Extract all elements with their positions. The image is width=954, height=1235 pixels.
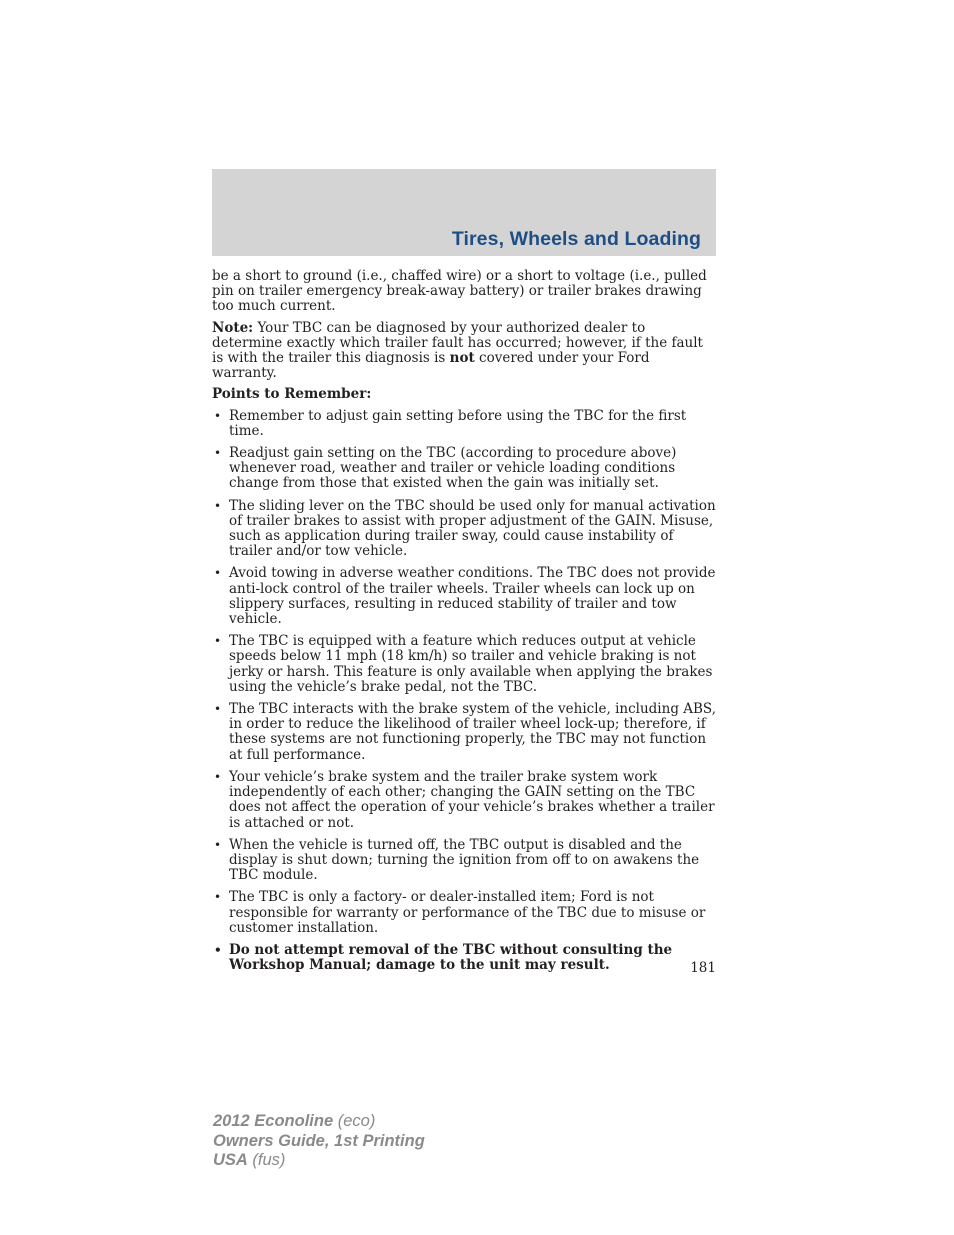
page-body: [212, 269, 716, 980]
footer-guide-line: Owners Guide, 1st Printing: [213, 1131, 425, 1150]
list-item: • The sliding lever on the TBC should be used only for manual activation of trailer brakes to assist with proper adjustment of the GAIN. Misuse, such as application during trailer sway, could cause instability of trailer and/or tow vehicle.: [214, 497, 716, 560]
points-list: [212, 409, 716, 974]
footer-region-line: USA (fus): [213, 1151, 286, 1169]
list-item: • Readjust gain setting on the TBC (according to procedure above) whenever road, weather and trailer or vehicle loading conditions change from those that existed when the gain was initially set.: [214, 445, 677, 492]
intro-paragraph: be a short to ground (i.e., chaffed wire) or a short to voltage (i.e., pulled pin on trailer emergency break-away battery) or trailer brakes drawing too much current.: [212, 268, 707, 315]
document-footer: [213, 1112, 425, 1171]
footer-model-line: 2012 Econoline (eco): [213, 1112, 376, 1130]
note-text-before: Your TBC can be diagnosed by your authorized dealer to determine exactly which trailer fault has occurred; however, if the fault is with the trailer this diagnosis is: [212, 319, 703, 367]
list-item: • Your vehicle’s brake system and the trailer brake system work independently of each other; changing the GAIN setting on the TBC does not affect the operation of your vehicle’s brakes whether a trailer is attached or not.: [214, 768, 715, 831]
bullet-icon: •: [214, 702, 222, 717]
list-item: • Remember to adjust gain setting before using the TBC for the first time.: [214, 407, 687, 439]
note-paragraph: [212, 321, 716, 382]
note-label: Note:: [212, 319, 254, 336]
section-title: Tires, Wheels and Loading: [451, 228, 701, 250]
bullet-icon: •: [214, 837, 222, 852]
bullet-icon: •: [214, 446, 222, 461]
list-item: • Avoid towing in adverse weather conditions. The TBC does not provide anti-lock control of the trailer wheels. Trailer wheels can lock up on slippery surfaces, resulting in reduced stability of trailer and tow vehicle.: [214, 565, 716, 628]
bullet-icon: •: [214, 942, 222, 957]
list-item: • The TBC interacts with the brake system of the vehicle, including ABS, in order to reduce the likelihood of trailer wheel lock-up; therefore, if these systems are not functioning properly, the TBC may not function at full performance.: [214, 701, 716, 763]
note-emphasis: not: [449, 350, 475, 367]
note-text-after: covered under your Ford warranty.: [212, 350, 650, 382]
bullet-icon: •: [214, 769, 222, 784]
bullet-icon: •: [214, 634, 222, 649]
list-item: • The TBC is only a factory- or dealer-installed item; Ford is not responsible for warranty or performance of the TBC due to misuse or customer installation.: [214, 889, 706, 936]
points-heading: Points to Remember:: [212, 386, 372, 403]
bullet-icon: •: [214, 566, 222, 581]
section-header-band: [212, 169, 716, 256]
list-item: • The TBC is equipped with a feature which reduces output at vehicle speeds below 11 mph (18 km/h) so trailer and vehicle braking is not jerky or harsh. This feature is only available when applying the brakes using the vehicle’s brake pedal, not the TBC.: [214, 633, 713, 695]
bullet-icon: •: [214, 498, 222, 513]
list-item: • When the vehicle is turned off, the TBC output is disabled and the display is shut down; turning the ignition from off to on awakens the TBC module.: [214, 836, 700, 884]
warning-list-item: • Do not attempt removal of the TBC without consulting the Workshop Manual; damage to the unit may result.: [214, 941, 673, 974]
page-number: 181: [690, 960, 716, 976]
bullet-icon: •: [214, 890, 222, 905]
bullet-icon: •: [214, 408, 222, 423]
